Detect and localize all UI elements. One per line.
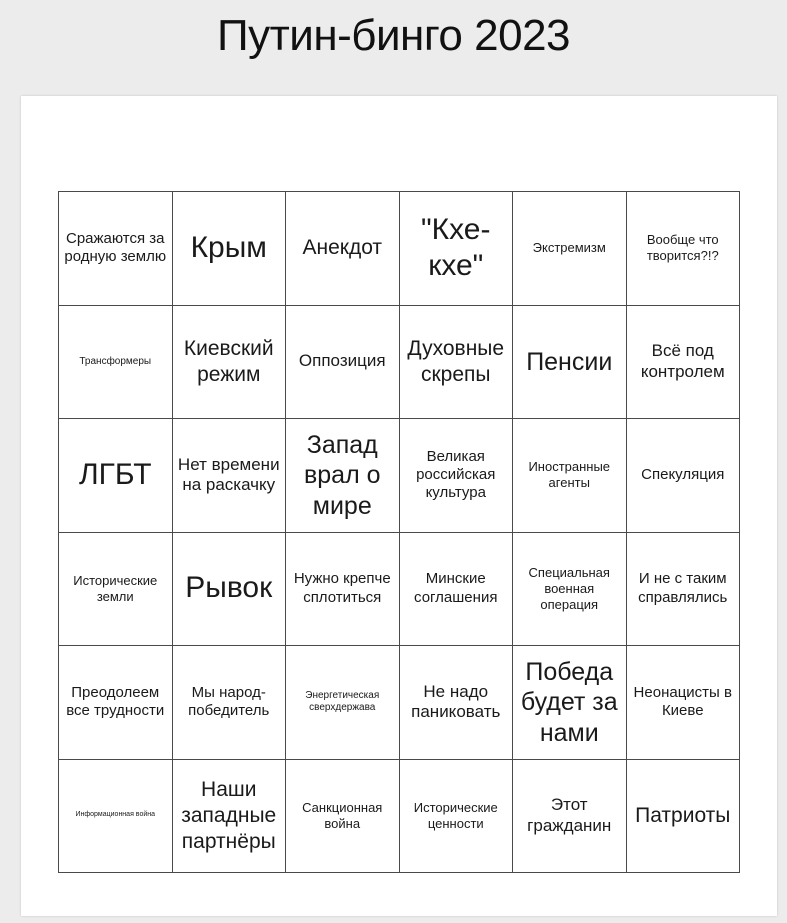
bingo-cell-text: Сражаются за родную землю — [64, 229, 167, 266]
bingo-cell-text: Исторические земли — [73, 572, 158, 604]
bingo-cell-text: Духовные скрепы — [407, 337, 505, 386]
bingo-cell[interactable] — [627, 646, 741, 760]
bingo-cell-text: Запад врал о мире — [303, 430, 381, 520]
bingo-cell-text: Наши западные партнёры — [181, 778, 277, 853]
bingo-cell-text: Великая российская культура — [416, 447, 496, 502]
bingo-cell[interactable] — [627, 192, 741, 306]
bingo-cell[interactable] — [627, 419, 741, 533]
bingo-cell-text: Крым — [190, 230, 267, 264]
bingo-cell[interactable] — [627, 533, 741, 647]
bingo-cell[interactable] — [286, 192, 400, 306]
bingo-cell[interactable] — [59, 306, 173, 420]
bingo-cell[interactable] — [286, 760, 400, 874]
bingo-cell[interactable] — [59, 646, 173, 760]
bingo-cell[interactable] — [400, 533, 514, 647]
bingo-cell[interactable] — [286, 646, 400, 760]
bingo-cell-text: Киевский режим — [183, 337, 274, 386]
bingo-cell-text: Оппозиция — [298, 351, 386, 371]
bingo-cell-text: Преодолеем все трудности — [66, 683, 165, 720]
bingo-cell-text: Победа будет за нами — [520, 657, 618, 747]
bingo-cell[interactable] — [513, 760, 627, 874]
bingo-cell-text: Минские соглашения — [414, 570, 498, 606]
bingo-cell-text: Специальная военная операция — [528, 564, 610, 612]
bingo-cell[interactable] — [400, 760, 514, 874]
bingo-cell-text: Трансформеры — [79, 355, 152, 367]
bingo-cell[interactable] — [513, 306, 627, 420]
bingo-cell[interactable] — [627, 760, 741, 874]
bingo-cell[interactable] — [173, 646, 287, 760]
bingo-cell-text: Пенсии — [526, 347, 613, 376]
bingo-grid — [58, 191, 740, 873]
bingo-cell-text: Этот гражданин — [527, 795, 612, 835]
bingo-cell-text: Не надо паниковать — [411, 681, 501, 722]
bingo-cell-text: Рывок — [185, 571, 273, 605]
bingo-cell[interactable] — [59, 419, 173, 533]
bingo-cell[interactable] — [400, 646, 514, 760]
bingo-cell-text: Неонацисты в Киеве — [633, 683, 732, 720]
bingo-cell[interactable] — [173, 533, 287, 647]
bingo-cell-text: Иностранные агенты — [528, 459, 611, 491]
bingo-cell[interactable] — [400, 192, 514, 306]
bingo-cell[interactable] — [173, 419, 287, 533]
bingo-cell-text: Энергетическая сверхдержава — [305, 690, 380, 714]
bingo-cell[interactable] — [400, 306, 514, 420]
bingo-cell[interactable] — [59, 533, 173, 647]
bingo-cell[interactable] — [286, 306, 400, 420]
bingo-cell[interactable] — [286, 419, 400, 533]
bingo-cell-text: Санкционная война — [302, 799, 383, 831]
bingo-cell-text: Экстремизм — [532, 240, 606, 256]
bingo-cell-text: И не с таким справлялись — [638, 570, 728, 606]
bingo-cell[interactable] — [627, 306, 741, 420]
bingo-cell-text: Информационная война — [75, 811, 156, 819]
bingo-cell-text: Нужно крепче сплотиться — [293, 570, 391, 606]
bingo-cell[interactable] — [513, 419, 627, 533]
bingo-cell[interactable] — [59, 760, 173, 874]
bingo-cell[interactable] — [173, 760, 287, 874]
page-title: Путин-бинго 2023 — [216, 11, 571, 60]
bingo-cell-text: "Кхе-кхе" — [421, 212, 491, 283]
bingo-cell-text: Патриоты — [635, 803, 731, 827]
bingo-cell[interactable] — [173, 306, 287, 420]
bingo-cell[interactable] — [286, 533, 400, 647]
bingo-cell[interactable] — [173, 192, 287, 306]
bingo-cell-text: Мы народ-победитель — [188, 683, 270, 720]
bingo-cell-text: Спекуляция — [641, 466, 725, 484]
bingo-cell[interactable] — [513, 192, 627, 306]
bingo-cell[interactable] — [400, 419, 514, 533]
bingo-cell-text: Вообще что творится?!? — [646, 232, 719, 264]
bingo-cell-text: Нет времени на раскачку — [177, 454, 280, 495]
bingo-cell[interactable] — [59, 192, 173, 306]
bingo-cell-text: Анекдот — [302, 236, 383, 260]
bingo-cell-text: Всё под контролем — [640, 341, 725, 381]
bingo-cell-text: Исторические ценности — [413, 799, 498, 831]
bingo-cell[interactable] — [513, 646, 627, 760]
bingo-cell-text: ЛГБТ — [78, 457, 152, 491]
bingo-cell[interactable] — [513, 533, 627, 647]
